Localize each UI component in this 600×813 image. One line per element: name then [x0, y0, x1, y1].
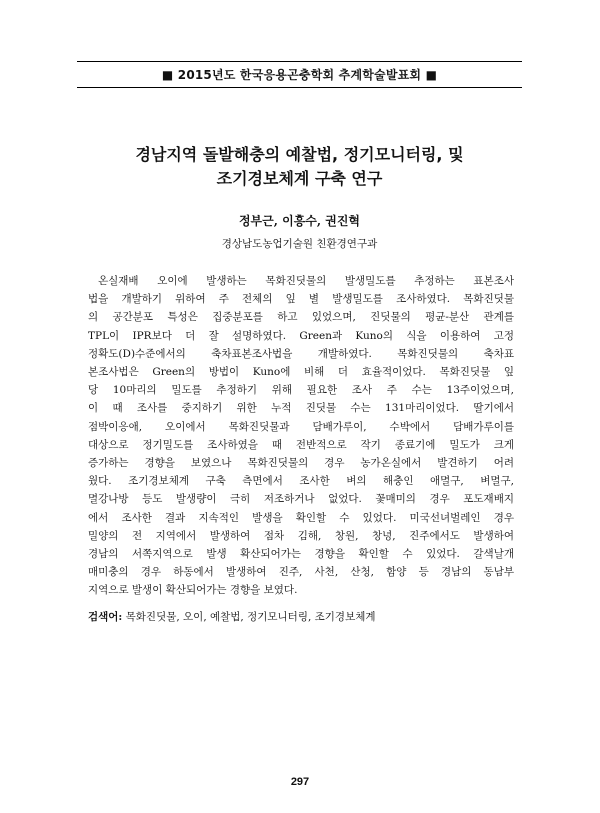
abstract-line: 지역으로 발생이 확산되어가는 경향을 보였다.: [88, 584, 298, 597]
abstract-line: 밀양의 전 지역에서 발생하여 점차 김해, 창원, 창녕, 진주에서도 발생하여: [88, 529, 514, 542]
header-bottom-rule: [77, 87, 522, 88]
abstract-line: 점박이응애, 오이에서 목화진딧물과 담배가루이, 수박에서 담배가루이를: [88, 420, 514, 433]
abstract-line: 본조사법은 Green의 방법이 Kuno에 비해 더 효율적이었다. 목화진딧물 잎: [88, 366, 514, 379]
abstract-line: 에서 조사한 결과 지속적인 발생을 확인할 수 있었다. 미국선녀벌레인 경우: [88, 511, 514, 524]
abstract-line: 경남의 서쪽지역으로 발생 확산되어가는 경향을 확인할 수 있었다. 갈색날개: [88, 548, 514, 561]
author-list: 정부근, 이흥수, 권진혁: [238, 214, 361, 228]
header-top-rule: [77, 61, 522, 62]
paper-title: [77, 143, 522, 191]
keywords: [88, 609, 514, 624]
keywords-label: 검색어:: [88, 611, 123, 623]
keywords-text: 목화진딧물, 오이, 예찰법, 정기모니터링, 조기경보체계: [122, 611, 376, 623]
title-line-1: 경남지역 돌발해충의 예찰법, 정기모니터링, 및: [135, 145, 464, 164]
abstract-line: 법을 개발하기 위하여 주 전체의 잎 별 발생밀도를 조사하였다. 목화진딧물: [88, 293, 514, 306]
abstract-line: 증가하는 경향을 보였으나 목화진딧물의 경우 농가온실에서 발견하기 어려: [88, 457, 514, 470]
abstract-line: 이 때 조사를 중지하기 위한 누적 진딧물 수는 131마리이었다. 딸기에서: [88, 402, 514, 415]
abstract-line: 온실재배 오이에 발생하는 목화진딧물의 발생밀도를 추정하는 표본조사: [98, 275, 514, 287]
running-header: ■ 2015년도 한국응용곤충학회 추계학술발표회 ■: [161, 68, 438, 82]
abstract-line: 의 공간분포 특성은 집중분포를 하고 있었으며, 진딧물의 평균-분산 관계를: [88, 311, 514, 324]
affiliation: 경상남도농업기술원 친환경연구과: [221, 238, 378, 250]
abstract-line: TPL이 IPR보다 더 잘 설명하였다. Green과 Kuno의 식을 이용하여 고정: [88, 329, 514, 342]
abstract-line: 정확도(D)수준에서의 축차표본조사법을 개발하였다. 목화진딧물의 축차표: [88, 347, 514, 360]
page-number: 297: [290, 776, 310, 788]
abstract-body: [88, 272, 514, 600]
abstract-line: 매미충의 경우 하동에서 발생하여 진주, 사천, 산청, 함양 등 경남의 동남부: [88, 566, 514, 579]
abstract-line: 웠다. 조기경보체계 구축 측면에서 조사한 벼의 해충인 애멸구, 벼멸구,: [88, 475, 514, 488]
abstract-line: 대상으로 정기밀도를 조사하였을 때 전반적으로 작기 종료기에 밀도가 크게: [88, 438, 514, 451]
abstract-line: 당 10마리의 밀도를 추정하기 위해 필요한 조사 주 수는 13주이었으며,: [88, 384, 514, 397]
abstract-line: 멸강나방 등도 발생량이 극히 저조하거나 없었다. 꽃매미의 경우 포도재배지: [88, 493, 514, 506]
title-line-2: 조기경보체계 구축 연구: [216, 169, 383, 188]
